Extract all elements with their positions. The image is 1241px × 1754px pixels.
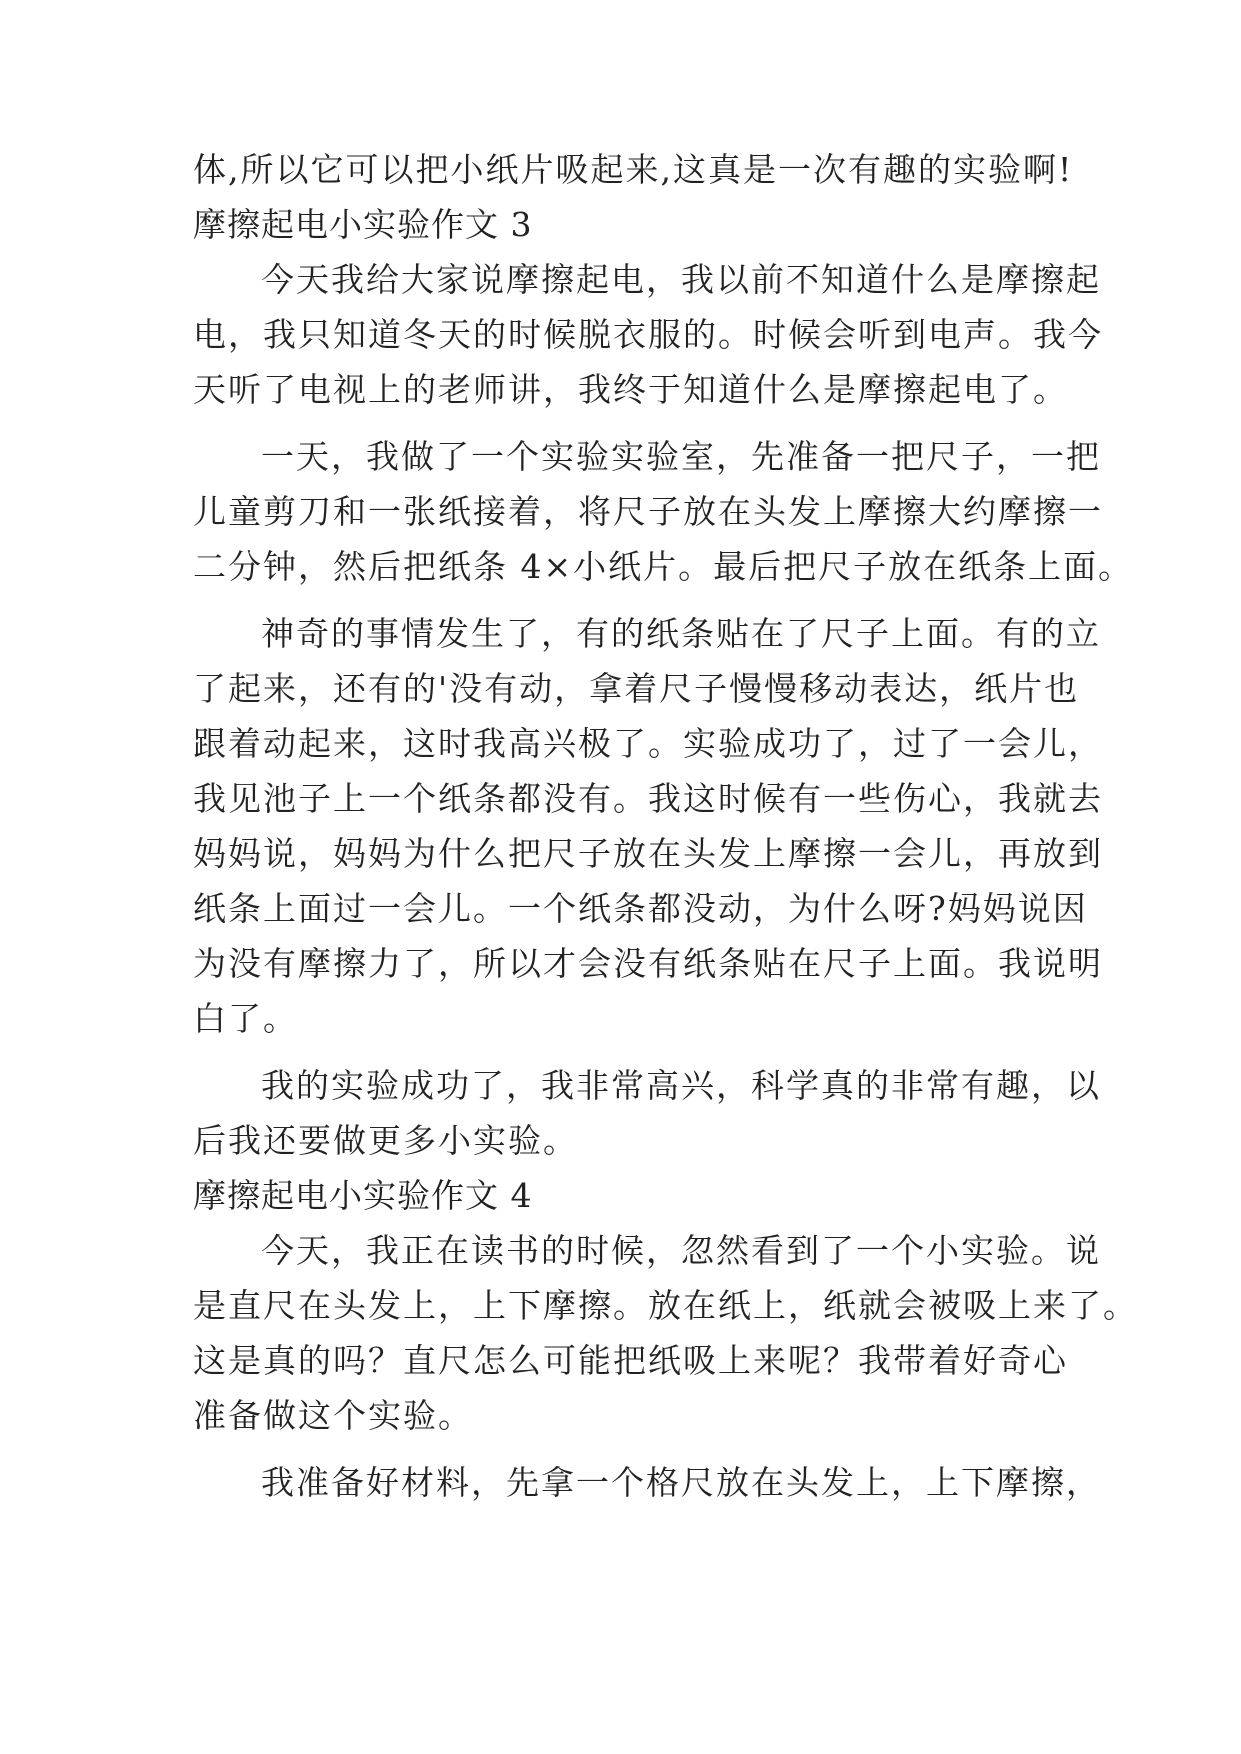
text-line: 体,所以它可以把小纸片吸起来,这真是一次有趣的实验啊! xyxy=(193,150,1074,189)
text-line: 了起来，还有的'没有动，拿着尺子慢慢移动表达，纸片也 xyxy=(193,669,1080,708)
text-line: 是直尺在头发上，上下摩擦。放在纸上，纸就会被吸上来了。 xyxy=(193,1286,1138,1325)
text-line: 我的实验成功了，我非常高兴，科学真的非常有趣，以 xyxy=(261,1066,1101,1105)
section-heading: 摩擦起电小实验作文 3 xyxy=(193,205,533,244)
text-line: 一天，我做了一个实验实验室，先准备一把尺子，一把 xyxy=(261,437,1101,476)
section-heading: 摩擦起电小实验作文 4 xyxy=(193,1176,533,1215)
text-line: 跟着动起来，这时我高兴极了。实验成功了，过了一会儿， xyxy=(193,724,1103,763)
text-line: 今天，我正在读书的时候，忽然看到了一个小实验。说 xyxy=(261,1231,1101,1270)
text-line: 这是真的吗？直尺怎么可能把纸吸上来呢？我带着好奇心 xyxy=(193,1341,1068,1380)
text-line: 今天我给大家说摩擦起电，我以前不知道什么是摩擦起 xyxy=(261,260,1101,299)
text-line: 为没有摩擦力了，所以才会没有纸条贴在尺子上面。我说明 xyxy=(193,944,1103,983)
text-line: 电，我只知道冬天的时候脱衣服的。时候会听到电声。我今 xyxy=(193,315,1103,354)
text-line: 神奇的事情发生了，有的纸条贴在了尺子上面。有的立 xyxy=(261,614,1101,653)
text-line: 纸条上面过一会儿。一个纸条都没动，为什么呀?妈妈说因 xyxy=(193,889,1088,928)
text-line: 妈妈说，妈妈为什么把尺子放在头发上摩擦一会儿，再放到 xyxy=(193,834,1103,873)
text-line: 天听了电视上的老师讲，我终于知道什么是摩擦起电了。 xyxy=(193,370,1068,409)
text-line: 白了。 xyxy=(193,999,298,1038)
text-line: 后我还要做更多小实验。 xyxy=(193,1121,578,1160)
text-line: 二分钟，然后把纸条 4×小纸片。最后把尺子放在纸条上面。 xyxy=(193,547,1134,586)
text-line: 儿童剪刀和一张纸接着，将尺子放在头发上摩擦大约摩擦一 xyxy=(193,492,1103,531)
text-line: 我准备好材料，先拿一个格尺放在头发上，上下摩擦， xyxy=(261,1463,1101,1502)
text-line: 准备做这个实验。 xyxy=(193,1396,473,1435)
text-line: 我见池子上一个纸条都没有。我这时候有一些伤心，我就去 xyxy=(193,779,1103,818)
